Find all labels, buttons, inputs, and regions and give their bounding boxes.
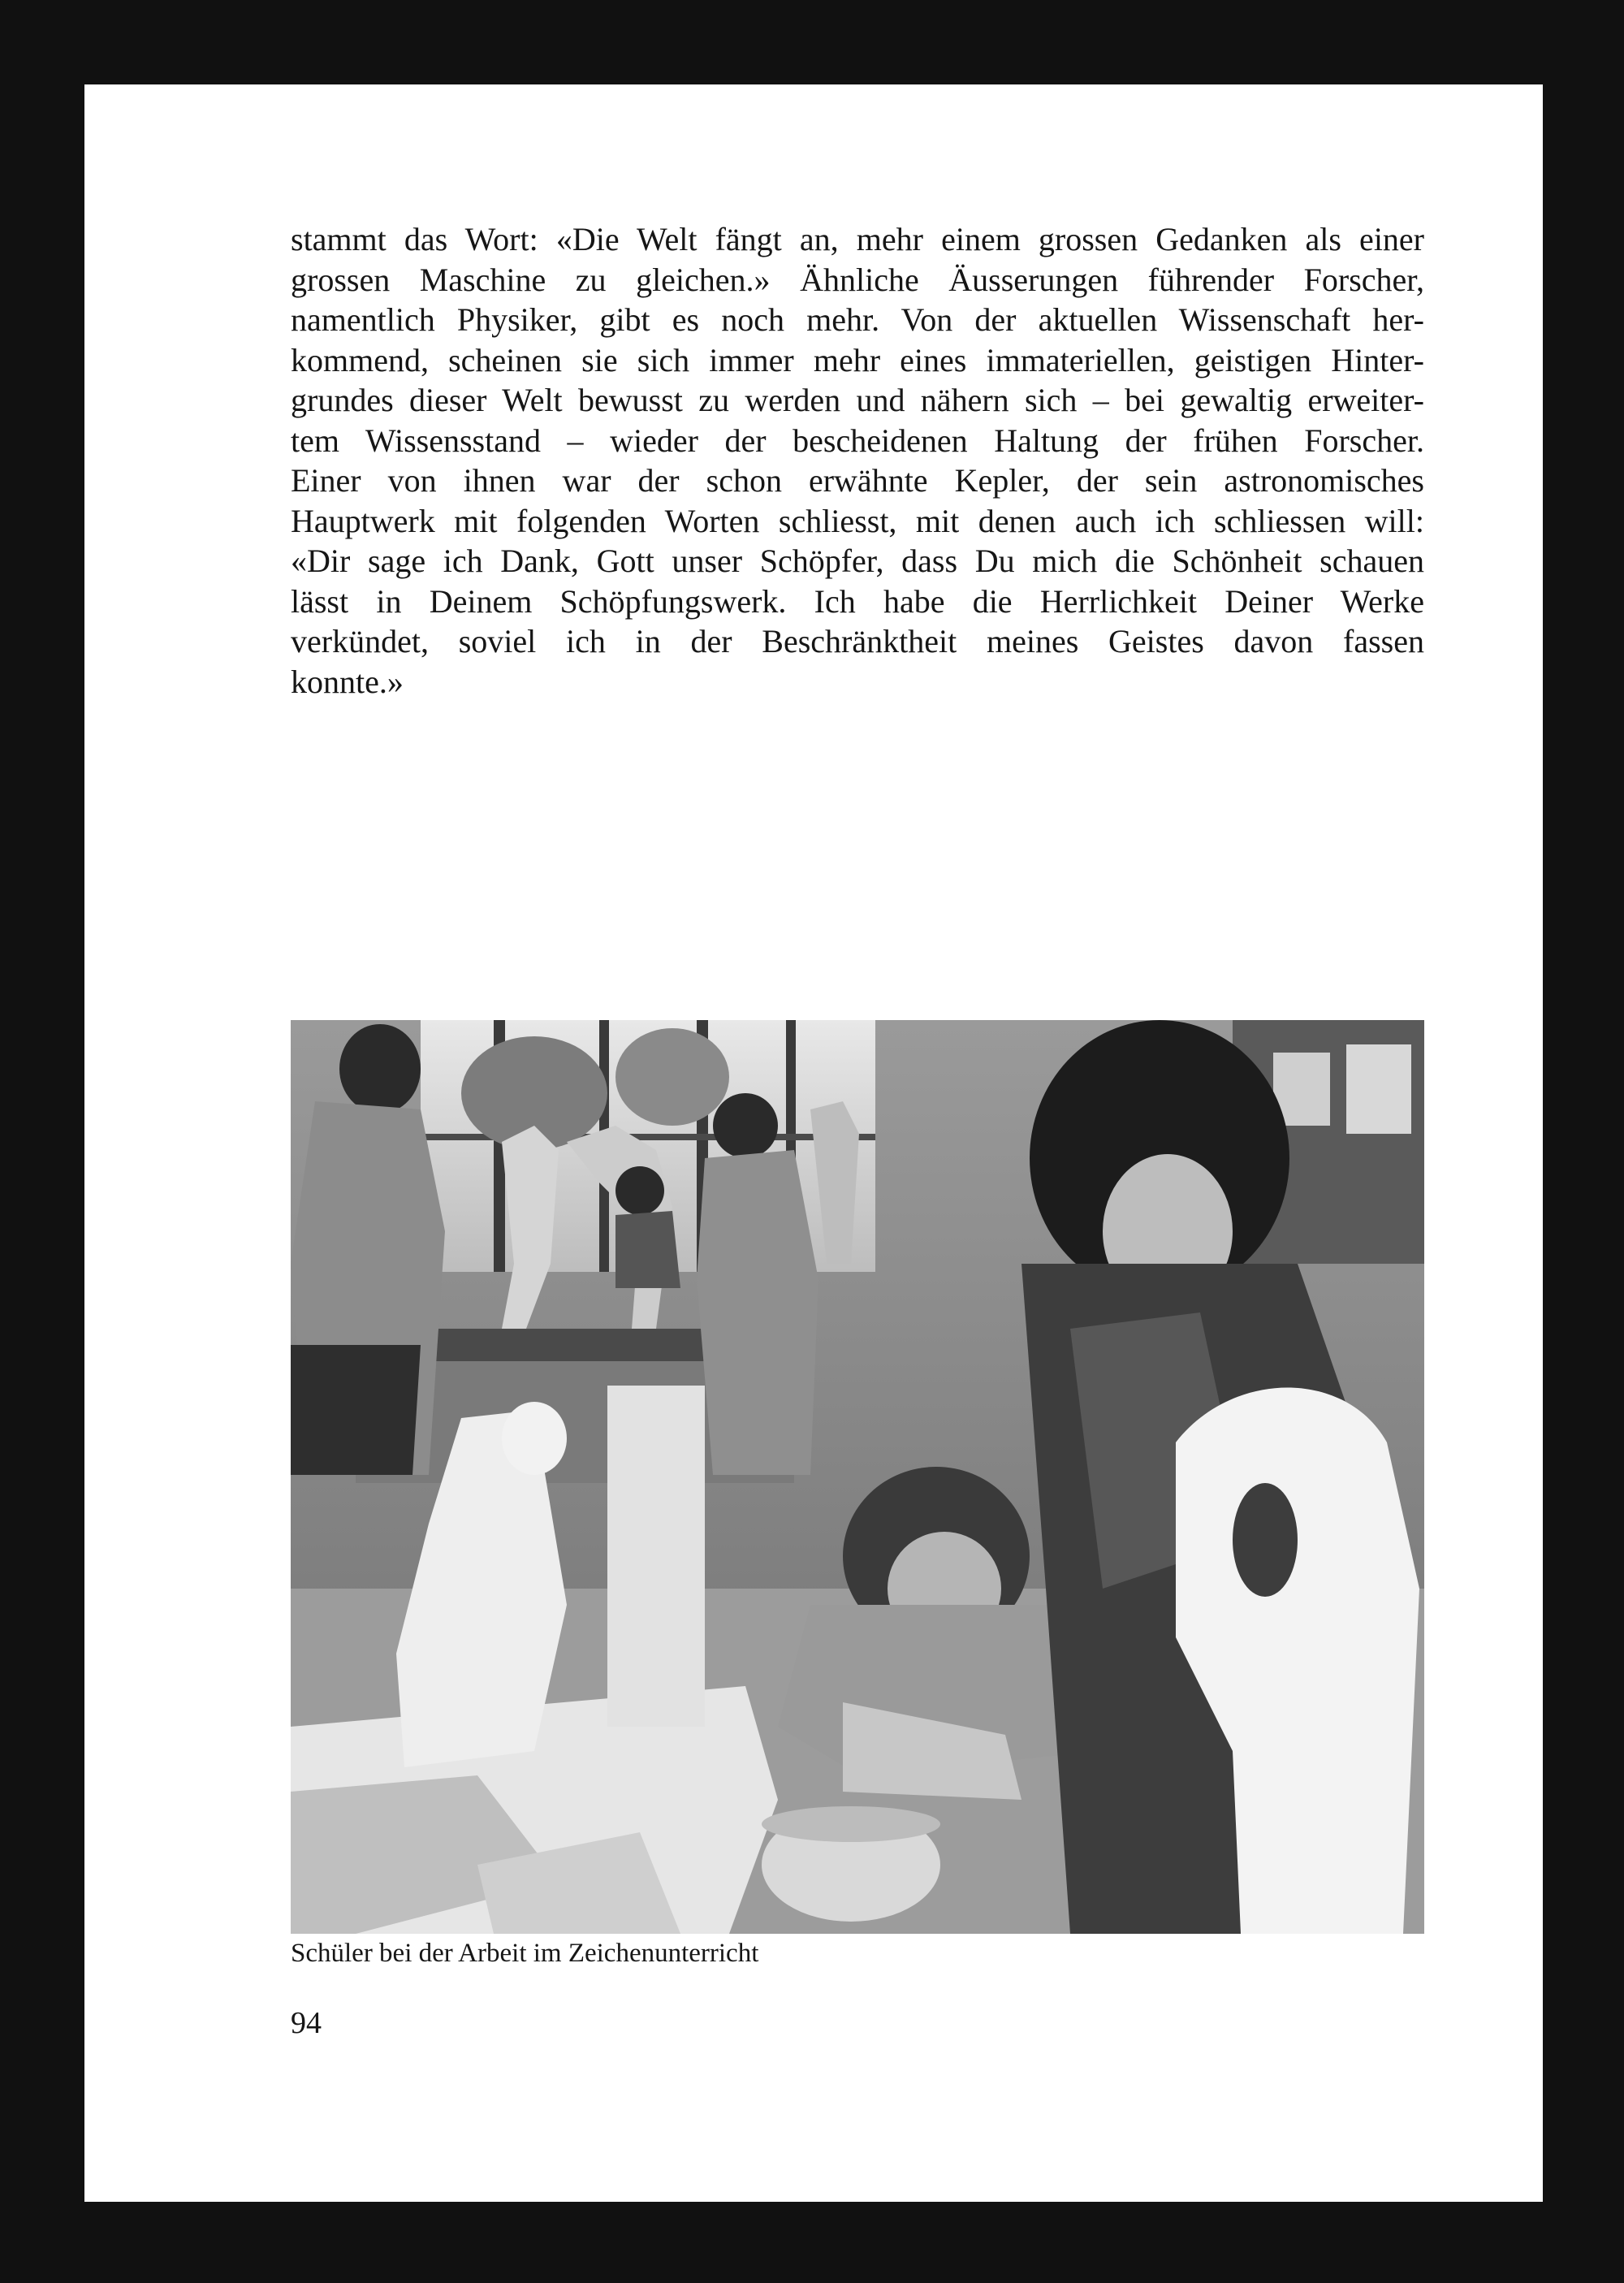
text-line: Hauptwerk mit folgenden Worten schliesst, mit denen auch ich schliessen will: (291, 502, 1424, 539)
text-line: verkündet, soviel ich in der Beschränktheit meines Geistes davon fassen (291, 623, 1424, 659)
text-line: «Dir sage ich Dank, Gott unser Schöpfer, dass Du mich die Schönheit schauen (291, 543, 1424, 579)
book-page (84, 84, 1543, 2202)
text-line: konnte.» (291, 663, 404, 700)
text-line: tem Wissensstand – wieder der bescheidenen Haltung der frühen Forscher. (291, 422, 1424, 459)
photo-illustration (291, 1020, 1424, 1934)
photo-caption: Schüler bei der Arbeit im Zeichenunterricht (291, 1939, 759, 1968)
text-line: grundes dieser Welt bewusst zu werden und nähern sich – bei gewaltig erweiter- (291, 382, 1424, 418)
text-line: grossen Maschine zu gleichen.» Ähnliche Äusserungen führender Forscher, (291, 261, 1424, 298)
plaster-pillar (607, 1386, 705, 1727)
person (339, 1024, 421, 1113)
text-line: kommend, scheinen sie sich immer mehr eines immateriellen, geistigen Hinter- (291, 341, 1424, 378)
page-number: 94 (291, 2006, 322, 2040)
text-line: stammt das Wort: «Die Welt fängt an, mehr einem grossen Gedanken als einer (291, 221, 1424, 257)
classroom-photo (291, 1020, 1424, 1934)
text-line: namentlich Physiker, gibt es noch mehr. Von der aktuellen Wissenschaft her- (291, 301, 1424, 338)
text-line: Einer von ihnen war der schon erwähnte Kepler, der sein astronomisches (291, 462, 1424, 499)
body-text (291, 219, 1424, 702)
person (697, 1150, 818, 1475)
text-line: lässt in Deinem Schöpfungswerk. Ich habe die Herrlichkeit Deiner Werke (291, 582, 1424, 620)
